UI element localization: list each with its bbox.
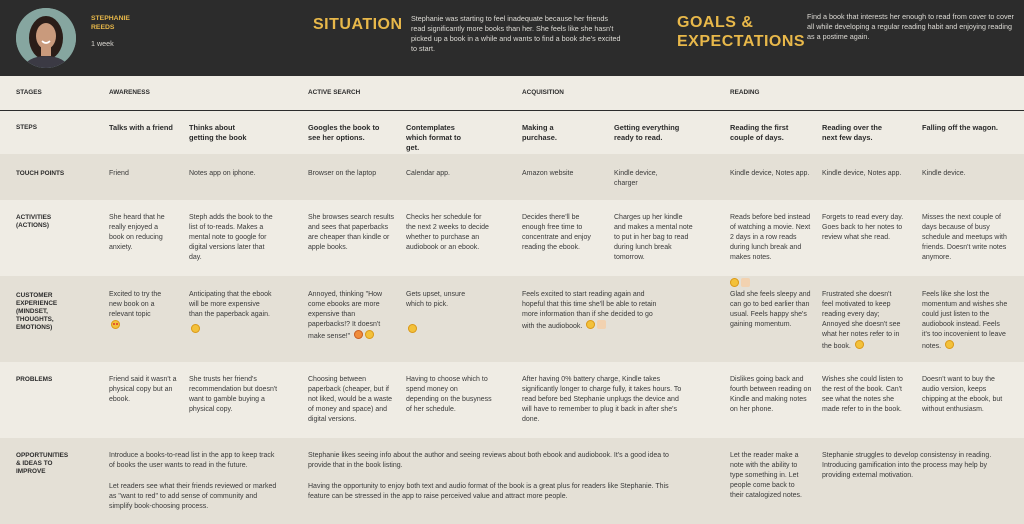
step-cell: Talks with a friend xyxy=(109,123,173,132)
persona-age: 1 week xyxy=(91,39,114,48)
smile-emoji-icon xyxy=(730,278,739,287)
activities-row xyxy=(0,200,1024,276)
problem-cell: Choosing between paperback (cheaper, but if not liked, would be a waste of money and space) and digital versions. xyxy=(308,376,393,423)
opportunity-cell: Let the reader make a note with the ability to type something in. Let people come back to their catalogized notes. xyxy=(730,452,802,499)
problem-cell: Wishes she could listen to the rest of the book. Can't see what the notes she made refer to in the book. xyxy=(822,376,903,413)
activity-cell: Decides there'll be enough free time to concentrate and enjoy reading the ebook. xyxy=(522,214,591,251)
problem-cell: Dislikes going back and fourth between reading on Kindle and making notes on her phone. xyxy=(730,376,812,413)
opportunity-cell: Introduce a books-to-read list in the app to keep track of books the user wants to read in the future. xyxy=(109,452,275,469)
touch-points-row xyxy=(0,154,1024,200)
experience-label-3: (MINDSET, xyxy=(16,308,48,315)
clap-emoji-icon xyxy=(741,278,750,287)
activity-cell: She heard that he really enjoyed a book on reducing anxiety. xyxy=(109,214,165,251)
step-cell: Reading over the next few days. xyxy=(822,123,882,142)
problem-cell: After having 0% battery charge, Kindle takes significantly longer to charge fully, it takes hours. To read before bed Stephanie unplugs the device and will have to remember to plug it back in after she's done. xyxy=(522,376,682,423)
activity-cell: Forgets to read every day. Goes back to her notes to review what she read. xyxy=(822,214,904,241)
steps-label: STEPS xyxy=(16,124,37,131)
activity-cell: Misses the next couple of days because of busy schedule and meetups with friends. Doesn't write notes anymore. xyxy=(922,214,1007,261)
situation-text: Stephanie was starting to feel inadequate because her friends read significantly more books than her. She feels like she hasn't picked up a book in a while and wants to find a book she's excited to start. xyxy=(411,14,621,53)
steps-row xyxy=(0,111,1024,154)
activity-cell: Charges up her kindle and makes a mental note to put in her bag to read during lunch break tomorrow. xyxy=(614,214,693,261)
stage-active-search: ACTIVE SEARCH xyxy=(308,89,361,96)
activities-label-1: ACTIVITIES xyxy=(16,214,52,221)
stage-acquisition: ACQUISITION xyxy=(522,89,564,96)
thinking-emoji-icon xyxy=(408,324,417,333)
opportunities-row xyxy=(0,438,1024,524)
persona-photo-icon xyxy=(16,8,76,68)
opportunity-cell: Having the opportunity to enjoy both text and audio format of the book is a great plus for readers like Stephanie. This feature can be stressed in the app to raise perceived value and attract more people. xyxy=(308,483,669,500)
activities-label-2: (ACTIONS) xyxy=(16,222,50,229)
experience-label-2: EXPERIENCE xyxy=(16,300,58,307)
experience-cell: Excited to try the new book on a relevant topic xyxy=(109,290,175,332)
grin-emoji-icon xyxy=(365,330,374,339)
activity-cell: Reads before bed instead of watching a movie. Next 2 days in a row reads during lunch break and makes notes. xyxy=(730,214,811,261)
opportunities-label-3: IMPROVE xyxy=(16,468,46,475)
situation-title: SITUATION xyxy=(313,16,403,33)
persona-header xyxy=(0,0,1024,76)
step-cell: Thinks about getting the book xyxy=(189,123,247,142)
goals-title-line1: GOALS & xyxy=(677,14,754,31)
touch-point-cell: Calendar app. xyxy=(406,170,450,177)
experience-cell: Anticipating that the ebook will be more expensive than the paperback again. xyxy=(189,290,275,336)
touch-points-label: TOUCH POINTS xyxy=(16,170,65,177)
touch-point-cell: Kindle device, Notes app. xyxy=(730,170,810,177)
stage-awareness: AWARENESS xyxy=(109,89,150,96)
step-cell: Falling off the wagon. xyxy=(922,123,998,132)
stages-label: STAGES xyxy=(16,89,42,96)
experience-cell: Feels excited to start reading again and hopeful that this time she'll be able to retain more information than if she decided to go with the audiobook. xyxy=(522,291,657,330)
problem-cell: Having to choose which to spend money on depending on the busyness of her schedule. xyxy=(406,376,492,413)
touch-point-cell: Amazon website xyxy=(522,170,574,177)
activity-cell: Checks her schedule for the next 2 weeks to decide whether to purchase an audiobook or an ebook. xyxy=(406,214,489,251)
problems-row xyxy=(0,362,1024,438)
touch-point-cell: Browser on the laptop xyxy=(308,170,377,177)
persona-name: STEPHANIE REEDS xyxy=(91,15,130,31)
opportunities-label-1: OPPORTUNITIES xyxy=(16,452,69,459)
touch-point-cell: Kindle device, Notes app. xyxy=(822,170,902,177)
sweat-smile-emoji-icon xyxy=(855,340,864,349)
step-cell: Getting everything ready to read. xyxy=(614,123,680,142)
goals-text: Find a book that interests her enough to read from cover to cover all while developing a regular reading habit and enjoying reading as a postime again. xyxy=(807,12,1014,41)
opportunity-cell: Let readers see what their friends reviewed or marked as "want to red" to add sense of community and simplify book-choosing process. xyxy=(109,483,277,510)
touch-point-cell: Friend xyxy=(109,170,129,177)
problem-cell: Friend said it wasn't a physical copy but an ebook. xyxy=(109,376,177,403)
problem-cell: She trusts her friend's recommendation but doesn't want to gamble buying a physical copy. xyxy=(189,376,278,413)
step-cell: Reading the first couple of days. xyxy=(730,123,789,142)
step-cell: Making a purchase. xyxy=(522,123,557,142)
heart-eyes-emoji-icon xyxy=(111,320,120,329)
persona-avatar xyxy=(16,8,76,68)
experience-cell: Glad she feels sleepy and can go to bed earlier than usual. Feels happy she's gaining momentum. xyxy=(730,278,812,330)
problem-cell: Doesn't want to buy the audio version, keeps chipping at the ebook, but without enthusiasm. xyxy=(922,376,1003,413)
opportunity-cell: Stephanie struggles to develop consistensy in reading. Introducing gamification into the process may help by providing external motivation. xyxy=(822,452,992,479)
activity-cell: She browses search results and sees that paperbacks are cheaper than kindle or apple books. xyxy=(308,214,394,251)
experience-label-1: CUSTOMER xyxy=(16,292,53,299)
experience-cell: Frustrated she doesn't feel motivated to keep reading every day; Annoyed she doesn't see what her notes refer to in the book. xyxy=(822,291,901,350)
goals-title-line2: EXPECTATIONS xyxy=(677,33,806,50)
touch-point-cell: Kindle device, charger xyxy=(614,170,658,187)
opportunities-label-2: & IDEAS TO xyxy=(16,460,53,467)
experience-label-5: EMOTIONS) xyxy=(16,324,53,331)
clap-emoji-icon xyxy=(597,320,606,329)
activity-cell: Steph adds the book to the list of to-reads. Makes a mental note to google for digital versions later that day. xyxy=(189,214,273,261)
experience-cell: Annoyed, thinking "How come ebooks are more expensive than paperbacks!? It doesn't make sense!" xyxy=(308,291,383,340)
stages-row xyxy=(0,76,1024,111)
experience-cell: Gets upset, unsure which to pick. xyxy=(406,290,472,336)
experience-row xyxy=(0,276,1024,362)
angry-emoji-icon xyxy=(354,330,363,339)
step-cell: Googles the book to see her options. xyxy=(308,123,380,142)
touch-point-cell: Kindle device. xyxy=(922,170,966,177)
stage-reading: READING xyxy=(730,89,760,96)
sweat-smile-emoji-icon xyxy=(945,340,954,349)
step-cell: Contemplates which format to get. xyxy=(406,123,462,152)
experience-label-4: THOUGHTS, xyxy=(16,316,54,323)
problems-label: PROBLEMS xyxy=(16,376,53,383)
experience-cell: Feels like she lost the momentum and wishes she could just listen to the audiobook instead. Feels it's too incovenient to leave notes. xyxy=(922,291,1008,350)
sweat-smile-emoji-icon xyxy=(191,324,200,333)
opportunity-cell: Stephanie likes seeing info about the author and seeing reviews about both ebook and audiobook. It's a good idea to provide that in the book listing. xyxy=(308,452,669,469)
touch-point-cell: Notes app on iphone. xyxy=(189,170,256,177)
smile-emoji-icon xyxy=(586,320,595,329)
